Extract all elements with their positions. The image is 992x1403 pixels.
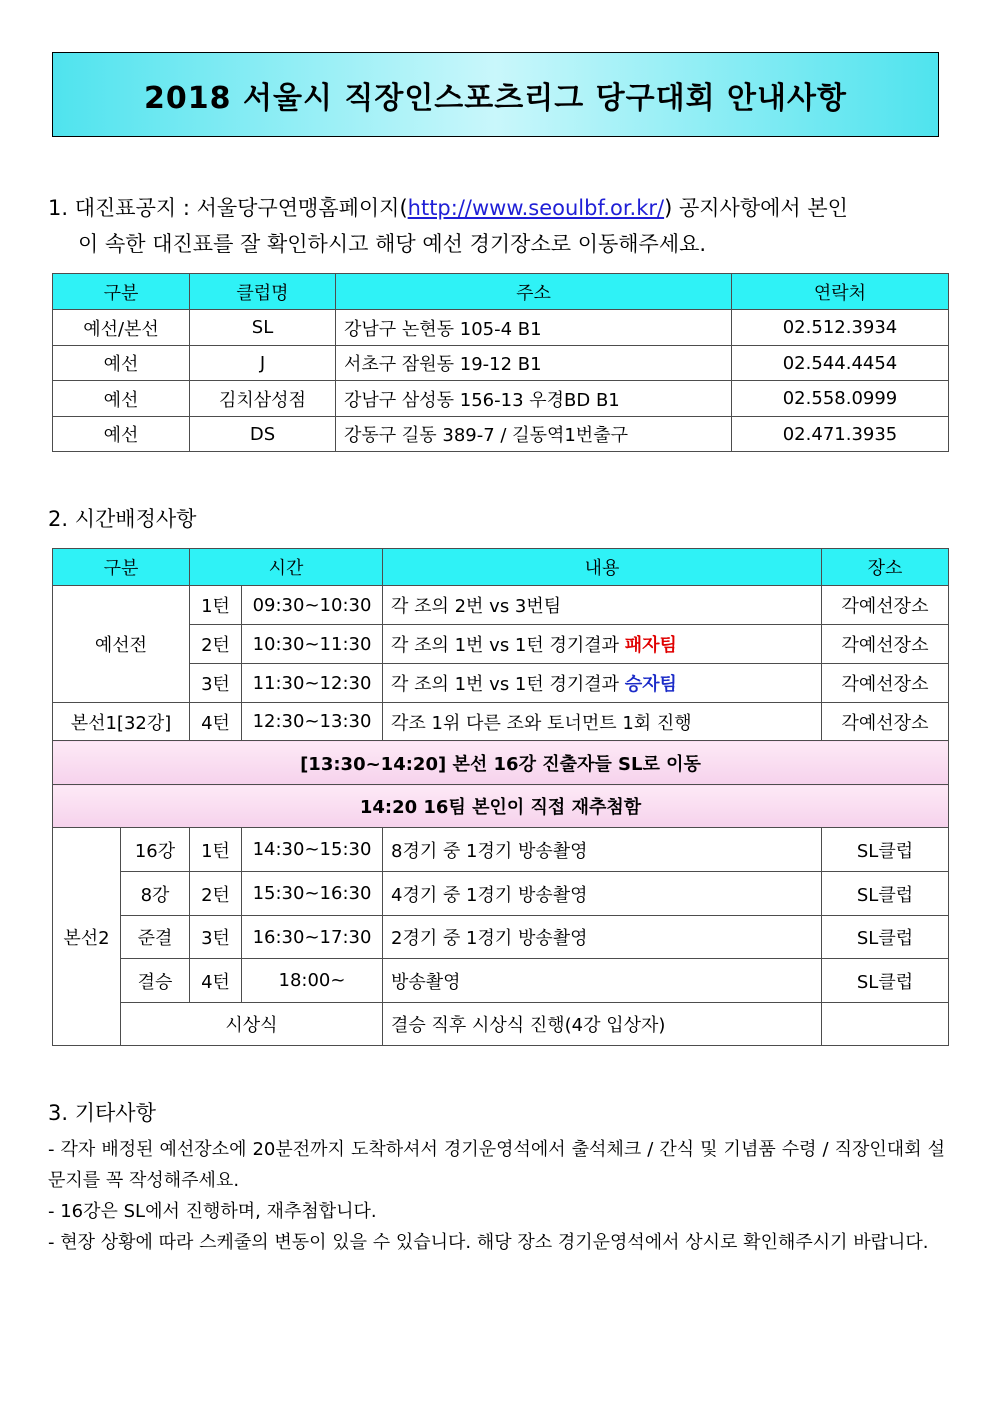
table-row	[53, 959, 949, 1003]
club-address: 강동구 길동 389-7 / 길동역1번출구	[336, 417, 732, 452]
content-text: 각 조의 1번 vs 1턴 경기결과	[391, 635, 625, 656]
content-cell: 4경기 중 1경기 방송촬영	[383, 872, 822, 916]
venue-type: 예선	[53, 417, 190, 452]
section3-heading: 3. 기타사항	[48, 1101, 156, 1125]
section2-heading: 2. 시간배정사항	[48, 507, 197, 531]
section1-after-url: ) 공지사항에서 본인	[664, 196, 848, 220]
winner-team-highlight: 승자팀	[624, 674, 677, 695]
section1-num: 1.	[48, 196, 69, 220]
main1-label: 본선1[32강]	[53, 703, 190, 741]
place-cell: 각예선장소	[822, 625, 949, 664]
club-phone: 02.471.3935	[732, 417, 949, 452]
round-cell: 결승	[121, 959, 190, 1003]
table-row	[53, 785, 949, 828]
place-cell: SL클럽	[822, 959, 949, 1003]
turn-cell: 4턴	[190, 959, 242, 1003]
club-phone: 02.512.3934	[732, 310, 949, 346]
section1-line2: 이 속한 대진표를 잘 확인하시고 해당 예선 경기장소로 이동해주세요.	[78, 232, 707, 256]
section1-text	[48, 190, 945, 262]
club-phone: 02.544.4454	[732, 346, 949, 381]
content-text: 각 조의 2번 vs 3번팀	[391, 596, 562, 617]
place-cell: SL클럽	[822, 828, 949, 872]
content-cell: 각조 1위 다른 조와 토너먼트 1회 진행	[383, 703, 822, 741]
round-cell: 16강	[121, 828, 190, 872]
content-cell	[383, 664, 822, 703]
schedule-table	[52, 548, 949, 1046]
content-cell: 방송촬영	[383, 959, 822, 1003]
schedule-header-cell: 구분	[53, 549, 190, 586]
turn-cell: 2턴	[190, 872, 242, 916]
venue-type: 예선/본선	[53, 310, 190, 346]
ceremony-place	[822, 1003, 949, 1046]
table-row	[53, 381, 949, 417]
place-cell: 각예선장소	[822, 703, 949, 741]
time-cell: 12:30~13:30	[242, 703, 383, 741]
content-cell	[383, 625, 822, 664]
club-name: SL	[190, 310, 336, 346]
table-row	[53, 703, 949, 741]
venue-type: 예선	[53, 346, 190, 381]
venue-header-cell: 연락처	[732, 274, 949, 310]
time-cell: 14:30~15:30	[242, 828, 383, 872]
club-address: 강남구 삼성동 156-13 우경BD B1	[336, 381, 732, 417]
venue-type: 예선	[53, 381, 190, 417]
table-row	[53, 741, 949, 785]
table-row	[53, 1003, 949, 1046]
turn-cell: 3턴	[190, 916, 242, 959]
place-cell: 각예선장소	[822, 586, 949, 625]
note-item: - 16강은 SL에서 진행하며, 재추첨합니다.	[48, 1201, 377, 1222]
move-notice-band: [13:30~14:20] 본선 16강 진출자들 SL로 이동	[53, 741, 949, 785]
table-row	[53, 916, 949, 959]
content-cell: 8경기 중 1경기 방송촬영	[383, 828, 822, 872]
table-row	[53, 872, 949, 916]
time-cell: 15:30~16:30	[242, 872, 383, 916]
club-name: 김치삼성점	[190, 381, 336, 417]
table-row	[53, 346, 949, 381]
schedule-header-cell: 시간	[190, 549, 383, 586]
schedule-header-cell: 내용	[383, 549, 822, 586]
turn-cell: 4턴	[190, 703, 242, 741]
club-name: DS	[190, 417, 336, 452]
homepage-link[interactable]: http://www.seoulbf.or.kr/	[407, 196, 665, 220]
main2-label: 본선2	[53, 828, 121, 1046]
table-row	[53, 828, 949, 872]
table-row	[53, 310, 949, 346]
turn-cell: 3턴	[190, 664, 242, 703]
loser-team-highlight: 패자팀	[624, 635, 677, 656]
time-cell: 16:30~17:30	[242, 916, 383, 959]
round-cell: 8강	[121, 872, 190, 916]
place-cell: SL클럽	[822, 872, 949, 916]
section1-label: 대진표공지 : 서울당구연맹홈페이지(	[74, 196, 408, 220]
table-row	[53, 417, 949, 452]
page-title: 2018 서울시 직장인스포츠리그 당구대회 안내사항	[52, 52, 939, 137]
content-cell: 2경기 중 1경기 방송촬영	[383, 916, 822, 959]
table-row	[53, 586, 949, 625]
note-item: - 각자 배정된 예선장소에 20분전까지 도착하셔서 경기운영석에서 출석체크 / 간식 및 기념품 수령 / 직장인대회 설문지를 꼭 작성해주세요.	[48, 1139, 945, 1191]
content-text: 각 조의 1번 vs 1턴 경기결과	[391, 674, 625, 695]
venue-header-cell: 주소	[336, 274, 732, 310]
time-cell: 10:30~11:30	[242, 625, 383, 664]
turn-cell: 1턴	[190, 828, 242, 872]
time-cell: 09:30~10:30	[242, 586, 383, 625]
venue-header-cell: 구분	[53, 274, 190, 310]
content-cell	[383, 586, 822, 625]
redraw-notice-band: 14:20 16팀 본인이 직접 재추첨함	[53, 785, 949, 828]
club-address: 서초구 잠원동 19-12 B1	[336, 346, 732, 381]
club-address: 강남구 논현동 105-4 B1	[336, 310, 732, 346]
ceremony-label: 시상식	[121, 1003, 383, 1046]
venue-header-cell: 클럽명	[190, 274, 336, 310]
club-name: J	[190, 346, 336, 381]
round-cell: 준결	[121, 916, 190, 959]
prelim-label: 예선전	[53, 586, 190, 703]
time-cell: 11:30~12:30	[242, 664, 383, 703]
schedule-header-cell: 장소	[822, 549, 949, 586]
club-phone: 02.558.0999	[732, 381, 949, 417]
ceremony-content: 결승 직후 시상식 진행(4강 입상자)	[383, 1003, 822, 1046]
note-item: - 현장 상황에 따라 스케줄의 변동이 있을 수 있습니다. 해당 장소 경기운영석에서 상시로 확인해주시기 바랍니다.	[48, 1232, 929, 1253]
notes-list	[48, 1134, 945, 1258]
place-cell: 각예선장소	[822, 664, 949, 703]
venue-table	[52, 273, 949, 452]
turn-cell: 2턴	[190, 625, 242, 664]
time-cell: 18:00~	[242, 959, 383, 1003]
turn-cell: 1턴	[190, 586, 242, 625]
place-cell: SL클럽	[822, 916, 949, 959]
